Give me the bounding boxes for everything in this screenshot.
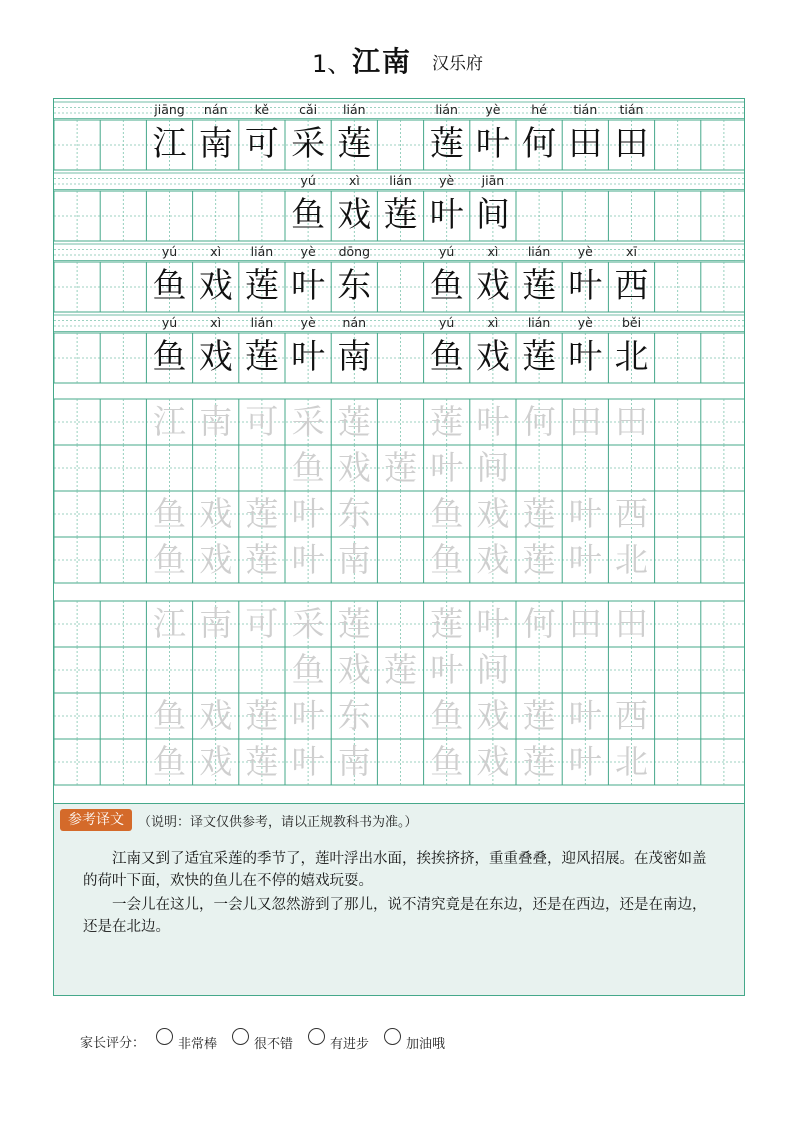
pinyin-label: yè <box>300 244 316 259</box>
trace-character: 东 <box>337 696 371 735</box>
trace-character: 鱼 <box>430 540 464 579</box>
trace-character: 戏 <box>199 494 233 533</box>
model-character: 田 <box>614 124 649 164</box>
trace-character: 间 <box>476 650 510 689</box>
pinyin-label: lián <box>435 102 458 117</box>
trace-character: 江 <box>153 402 186 441</box>
pinyin-label: yú <box>300 173 316 188</box>
trace-character: 叶 <box>291 540 325 579</box>
trace-character: 采 <box>291 402 325 441</box>
pinyin-label: lián <box>527 244 551 259</box>
model-character: 鱼 <box>291 195 326 235</box>
pinyin-label: yè <box>300 315 316 330</box>
translation-paragraph-1: 江南又到了适宜采莲的季节了，莲叶浮出水面，挨挨挤挤，重重叠叠，迎风招展。在茂密如盖的荷叶下面，欢快的鱼儿在不停的嬉戏玩耍。 <box>83 851 707 889</box>
pinyin-label: xì <box>210 315 222 330</box>
model-character: 南 <box>337 337 372 377</box>
worksheet-title <box>0 40 794 80</box>
model-character: 鱼 <box>152 266 187 306</box>
rating-option-label: 有进步 <box>330 1037 370 1052</box>
model-character: 采 <box>291 124 326 164</box>
translation-paragraph-2: 一会儿在这儿，一会儿又忽然游到了那儿，说不清究竟是在东边，还是在西边，还是在南边，还是在北边。 <box>83 897 707 935</box>
trace-character: 戏 <box>199 696 233 735</box>
model-character: 叶 <box>291 266 326 306</box>
pinyin-label: nán <box>203 102 228 117</box>
pinyin-label: kě <box>254 102 270 117</box>
trace-character: 叶 <box>568 696 602 735</box>
trace-character: 田 <box>615 402 648 441</box>
model-character: 戏 <box>198 266 233 306</box>
reference-note: （说明：译文仅供参考，请以正规教科书为准。） <box>138 815 418 830</box>
trace-character: 鱼 <box>153 696 186 735</box>
pinyin-label: dōng <box>338 244 371 259</box>
model-character: 叶 <box>475 124 510 164</box>
radio-circle-icon[interactable] <box>232 1028 249 1045</box>
model-character: 叶 <box>568 266 603 306</box>
trace-character: 戏 <box>199 742 233 781</box>
trace-character: 戏 <box>476 742 510 781</box>
pinyin-label: yú <box>161 315 178 330</box>
trace-character: 莲 <box>245 494 279 533</box>
trace-character: 叶 <box>291 494 325 533</box>
model-character: 东 <box>337 266 372 306</box>
model-character: 鱼 <box>429 337 464 377</box>
pinyin-label: yè <box>485 102 501 117</box>
pinyin-label: xì <box>487 315 499 330</box>
pinyin-label: xī <box>626 244 637 259</box>
pinyin-label: yú <box>161 244 178 259</box>
pinyin-label: lián <box>250 315 274 330</box>
model-character: 莲 <box>429 124 464 164</box>
model-character: 莲 <box>244 266 279 306</box>
model-character: 田 <box>568 124 603 164</box>
trace-character: 田 <box>615 604 648 643</box>
trace-character: 莲 <box>522 742 556 781</box>
pinyin-label: cǎi <box>299 102 318 117</box>
model-character: 西 <box>614 266 649 306</box>
pinyin-label: xì <box>487 244 499 259</box>
trace-character: 鱼 <box>430 494 464 533</box>
model-character: 间 <box>475 195 510 235</box>
pinyin-label: jiāng <box>154 102 185 117</box>
pinyin-label: xì <box>210 244 222 259</box>
pinyin-label: tián <box>619 102 644 117</box>
reference-panel <box>54 803 744 996</box>
model-character: 北 <box>614 337 649 377</box>
trace-character: 间 <box>476 448 510 487</box>
trace-character: 鱼 <box>153 540 186 579</box>
model-character: 戏 <box>198 337 233 377</box>
model-character: 江 <box>152 124 187 164</box>
pinyin-label: lián <box>250 244 274 259</box>
pinyin-label: hé <box>531 102 547 117</box>
trace-character: 莲 <box>337 402 371 441</box>
poem-title: 江南 <box>352 45 413 78</box>
pinyin-label: yú <box>439 315 455 330</box>
trace-character: 东 <box>337 494 371 533</box>
radio-circle-icon[interactable] <box>308 1028 325 1045</box>
trace-character: 戏 <box>476 540 510 579</box>
reference-badge: 参考译文 <box>60 809 132 831</box>
pinyin-label: běi <box>621 315 642 330</box>
poem-author: 汉乐府 <box>432 54 483 74</box>
pinyin-label: yè <box>439 173 455 188</box>
trace-character: 北 <box>615 742 648 781</box>
trace-character: 南 <box>199 402 233 441</box>
trace-character: 可 <box>245 402 279 441</box>
pinyin-label: yè <box>577 244 593 259</box>
trace-character: 可 <box>245 604 279 643</box>
model-character: 叶 <box>429 195 464 235</box>
trace-character: 叶 <box>291 696 325 735</box>
trace-character: 叶 <box>291 742 325 781</box>
trace-character: 西 <box>615 494 648 533</box>
trace-character: 莲 <box>522 540 556 579</box>
trace-character: 叶 <box>568 742 602 781</box>
trace-character: 鱼 <box>153 742 186 781</box>
trace-character: 叶 <box>430 650 464 689</box>
trace-character: 何 <box>522 402 556 441</box>
trace-character: 鱼 <box>153 494 186 533</box>
trace-character: 鱼 <box>430 696 464 735</box>
trace-character: 采 <box>291 604 325 643</box>
trace-character: 莲 <box>245 540 279 579</box>
model-character: 莲 <box>337 124 372 164</box>
model-character: 可 <box>244 124 279 164</box>
pinyin-label: lián <box>527 315 551 330</box>
model-character: 叶 <box>291 337 326 377</box>
model-character: 鱼 <box>152 337 187 377</box>
trace-character: 北 <box>615 540 648 579</box>
trace-character: 田 <box>568 402 602 441</box>
rating-option-label: 非常棒 <box>178 1037 218 1052</box>
trace-character: 戏 <box>476 696 510 735</box>
trace-character: 鱼 <box>291 650 325 689</box>
rating-option-label: 很不错 <box>254 1037 294 1052</box>
lesson-number: 1、 <box>312 50 352 78</box>
trace-character: 南 <box>337 742 371 781</box>
trace-character: 叶 <box>568 494 602 533</box>
trace-character: 莲 <box>430 604 464 643</box>
trace-character: 南 <box>199 604 233 643</box>
trace-character: 鱼 <box>430 742 464 781</box>
trace-character: 江 <box>153 604 186 643</box>
pinyin-label: yè <box>577 315 593 330</box>
model-character: 莲 <box>522 337 557 377</box>
trace-character: 南 <box>337 540 371 579</box>
trace-character: 西 <box>615 696 648 735</box>
radio-circle-icon[interactable] <box>384 1028 401 1045</box>
practice-sheet <box>53 98 745 996</box>
trace-character: 鱼 <box>291 448 325 487</box>
pinyin-label: lián <box>389 173 412 188</box>
model-character: 莲 <box>244 337 279 377</box>
trace-character: 莲 <box>384 448 417 487</box>
model-character: 南 <box>198 124 233 164</box>
pinyin-label: xì <box>348 173 360 188</box>
rating-option-label: 加油哦 <box>406 1037 446 1052</box>
pinyin-label: yú <box>439 244 455 259</box>
model-character: 戏 <box>475 337 510 377</box>
trace-character: 戏 <box>476 494 510 533</box>
trace-character: 叶 <box>430 448 464 487</box>
trace-character: 莲 <box>430 402 464 441</box>
trace-character: 莲 <box>384 650 417 689</box>
pinyin-label: jiān <box>481 173 505 188</box>
radio-circle-icon[interactable] <box>156 1028 173 1045</box>
trace-character: 莲 <box>337 604 371 643</box>
trace-character: 莲 <box>245 742 279 781</box>
model-character: 叶 <box>568 337 603 377</box>
trace-character: 戏 <box>337 650 371 689</box>
trace-character: 田 <box>568 604 602 643</box>
rating-label: 家长评分： <box>80 1036 146 1051</box>
trace-character: 叶 <box>568 540 602 579</box>
trace-character: 何 <box>522 604 556 643</box>
trace-character: 戏 <box>337 448 371 487</box>
trace-character: 叶 <box>476 604 510 643</box>
model-character: 何 <box>522 124 557 164</box>
pinyin-label: lián <box>343 102 366 117</box>
trace-character: 莲 <box>522 696 556 735</box>
trace-character: 莲 <box>245 696 279 735</box>
model-character: 鱼 <box>429 266 464 306</box>
trace-character: 莲 <box>522 494 556 533</box>
model-character: 莲 <box>383 195 418 235</box>
trace-character: 戏 <box>199 540 233 579</box>
model-character: 戏 <box>475 266 510 306</box>
trace-character: 叶 <box>476 402 510 441</box>
model-character: 戏 <box>337 195 372 235</box>
model-character: 莲 <box>522 266 557 306</box>
pinyin-label: tián <box>573 102 598 117</box>
pinyin-label: nán <box>342 315 367 330</box>
